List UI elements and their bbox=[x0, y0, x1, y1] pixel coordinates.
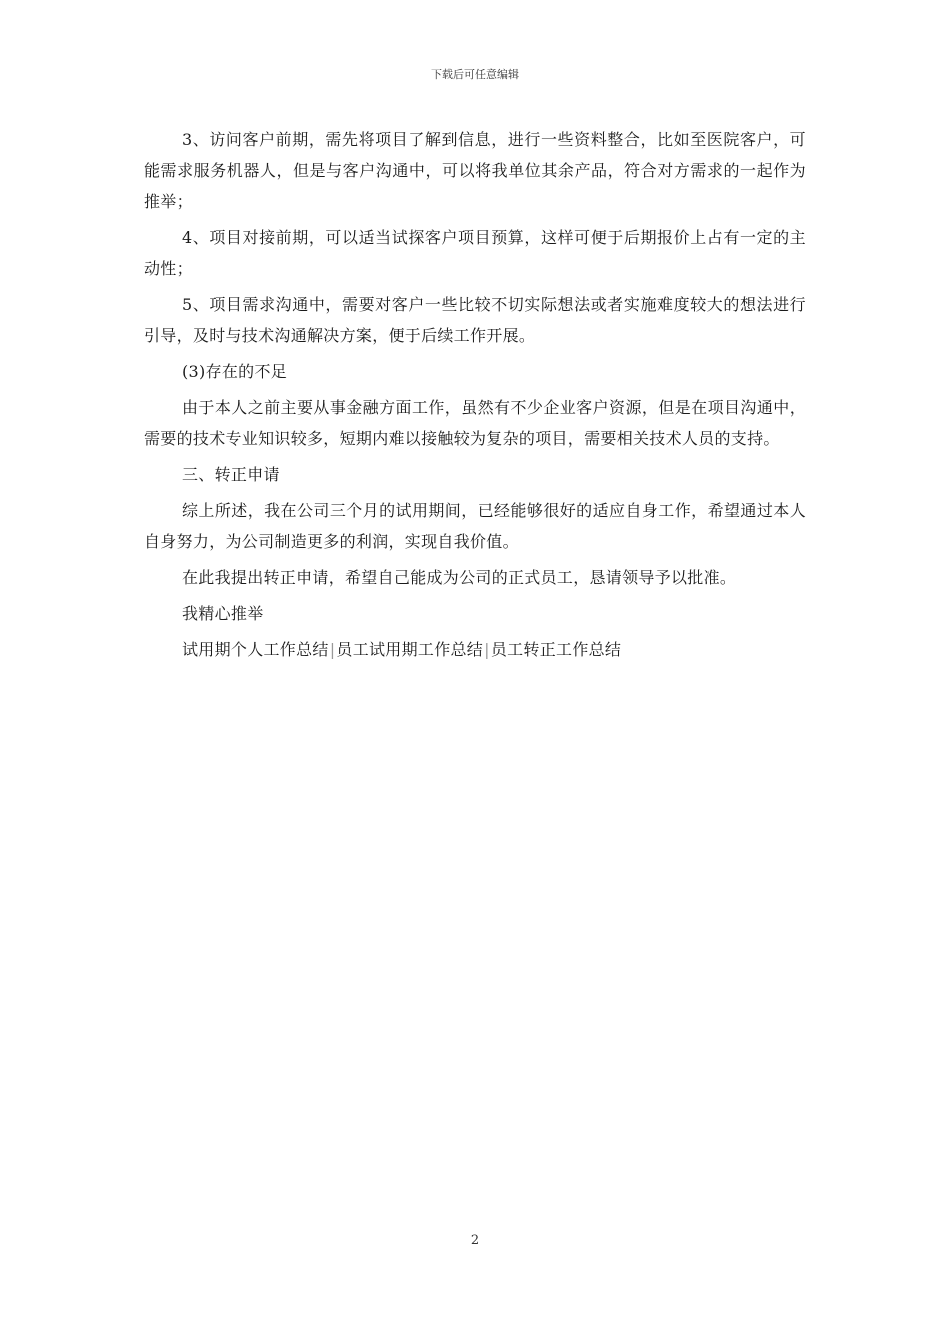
paragraph-summary: 综上所述，我在公司三个月的试用期间，已经能够很好的适应自身工作，希望通过本人自身努力，为公司制造更多的利润，实现自我价值。 bbox=[144, 501, 806, 551]
page-header: 下载后可任意编辑 bbox=[431, 68, 519, 81]
link-separator: | bbox=[484, 640, 490, 659]
related-link-employee-regularization[interactable]: 员工转正工作总结 bbox=[490, 640, 622, 659]
section-heading-shortcomings: (3)存在的不足 bbox=[182, 362, 288, 381]
paragraph-item-3: 3、访问客户前期，需先将项目了解到信息，进行一些资料整合，比如至医院客户，可能需求服务机器人，但是与客户沟通中，可以将我单位其余产品，符合对方需求的一起作为推举； bbox=[144, 130, 806, 211]
paragraph-item-4: 4、项目对接前期，可以适当试探客户项目预算，这样可便于后期报价上占有一定的主动性； bbox=[144, 228, 806, 278]
link-separator: | bbox=[329, 640, 336, 659]
related-link-employee-probation[interactable]: 员工试用期工作总结 bbox=[336, 640, 484, 659]
document-body bbox=[144, 124, 806, 670]
related-link-probation-personal[interactable]: 试用期个人工作总结 bbox=[182, 640, 329, 659]
section-heading-application: 三、转正申请 bbox=[182, 465, 280, 484]
page-number: 2 bbox=[470, 1233, 480, 1248]
paragraph-item-5: 5、项目需求沟通中，需要对客户一些比较不切实际想法或者实施难度较大的想法进行引导，及时与技术沟通解决方案，便于后续工作开展。 bbox=[144, 295, 806, 345]
recommend-heading: 我精心推举 bbox=[182, 604, 264, 623]
related-links bbox=[144, 634, 806, 665]
paragraph-shortcomings: 由于本人之前主要从事金融方面工作，虽然有不少企业客户资源，但是在项目沟通中，需要的技术专业知识较多，短期内难以接触较为复杂的项目，需要相关技术人员的支持。 bbox=[144, 398, 806, 448]
paragraph-request: 在此我提出转正申请，希望自己能成为公司的正式员工，恳请领导予以批准。 bbox=[182, 568, 737, 587]
